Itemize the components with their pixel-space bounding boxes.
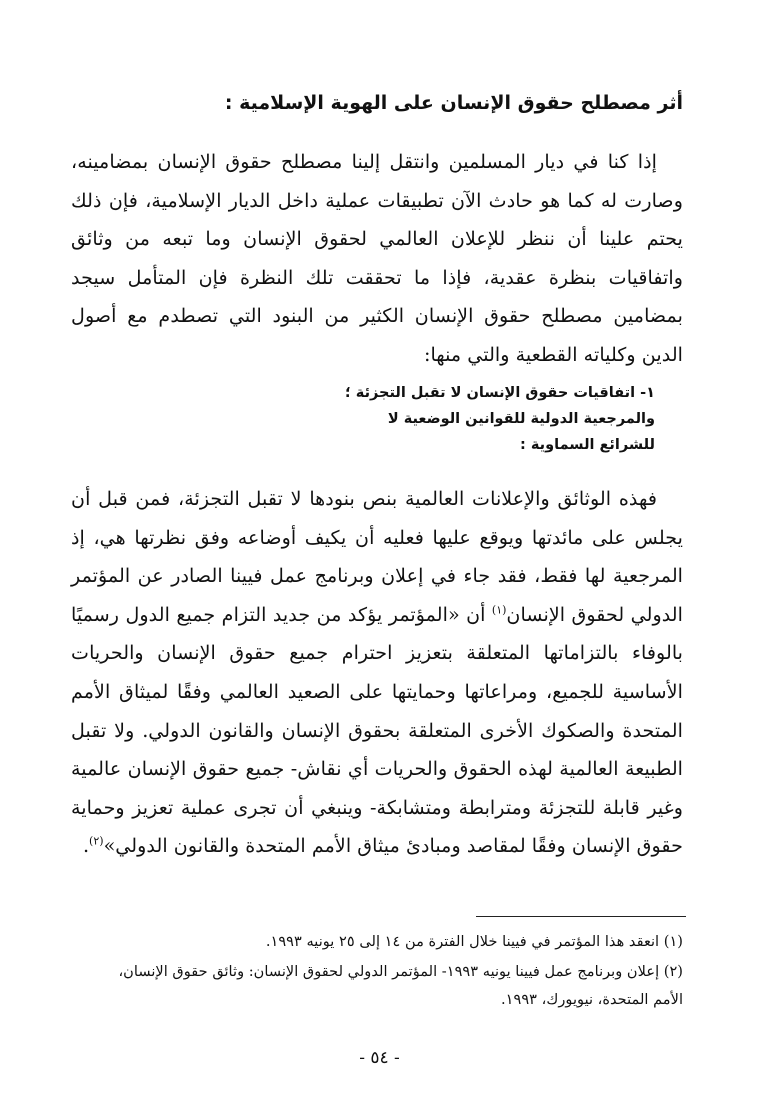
subheading-line-2: والمرجعية الدولية للقوانين الوضعية لا bbox=[387, 411, 655, 427]
section-heading: أثر مصطلح حقوق الإنسان على الهوية الإسلامية : bbox=[224, 92, 683, 114]
body-paragraph-2 bbox=[71, 480, 683, 866]
subheading-line-3: للشرائع السماوية : bbox=[520, 437, 655, 453]
paragraph-2-text-part-2: أن «المؤتمر يؤكد من جديد التزام جميع الدول رسميًا بالوفاء بالتزاماتها المتعلقة بتعزيز احترام جميع حقوق الإنسان والحريات الأساسية للجميع، ومراعاتها وحمايتها على الصعيد العالمي وفقًا لميثاق الأمم المتحدة والصكوك الأخرى المتعلقة بحقوق الإنسان والقانون الدولي. ولا تقبل الطبيعة العالمية لهذه الحقوق والحريات أي نقاش- جميع حقوق الإنسان عالمية وغير قابلة للتجزئة ومترابطة ومتشابكة- وينبغي أن تجرى عملية تعزيز وحماية حقوق الإنسان وفقًا لمقاصد ومبادئ ميثاق الأمم المتحدة والقانون الدولي» bbox=[71, 602, 683, 858]
footnote-2-line-1: (٢) إعلان وبرنامج عمل فيينا يونيه ١٩٩٣- المؤتمر الدولي لحقوق الإنسان: وثائق حقوق الإنسان، bbox=[118, 963, 683, 980]
numbered-subheading bbox=[344, 380, 655, 458]
page-number: - ٥٤ - bbox=[359, 1048, 400, 1068]
paragraph-2-text-part-1: فهذه الوثائق والإعلانات العالمية بنص بنودها لا تقبل التجزئة، فمن قبل أن يجلس على مائدتها ويوقع عليها فعليه أن يكيف أوضاعه وفق نظرتها هي، إذ المرجعية لها فقط، فقد جاء في إعلان وبرنامج عمل فيينا الصادر عن المؤتمر الدولي لحقوق الإنسان bbox=[71, 487, 683, 626]
paragraph-2-text-part-3: . bbox=[82, 834, 90, 858]
footnote-ref-1: (١) bbox=[491, 603, 507, 617]
footnotes bbox=[63, 928, 683, 1016]
body-paragraph-1: إذا كنا في ديار المسلمين وانتقل إلينا مصطلح حقوق الإنسان بمضامينه، وصارت له كما هو حادث الآن تطبيقات عملية داخل الديار الإسلامية، فإن ذلك يحتم علينا أن ننظر للإعلان العالمي لحقوق الإنسان وما تبعه من وثائق واتفاقيات بنظرة عقدية، فإذا ما تحققت تلك النظرة فإن المتأمل سيجد بمضامين مصطلح حقوق الإنسان الكثير من البنود التي تصطدم مع أصول الدين وكلياته القطعية والتي منها: bbox=[71, 150, 683, 366]
footnote-2-line-2: الأمم المتحدة، نيويورك، ١٩٩٣. bbox=[501, 991, 683, 1008]
subheading-line-1: ١- اتفاقيات حقوق الإنسان لا تقبل التجزئة ؛ bbox=[344, 385, 655, 401]
footnote-2 bbox=[63, 958, 683, 1014]
footnote-ref-2: (٢) bbox=[89, 834, 104, 848]
footnote-separator bbox=[476, 916, 686, 917]
footnote-1: (١) انعقد هذا المؤتمر في فيينا خلال الفترة من ١٤ إلى ٢٥ يونيه ١٩٩٣. bbox=[265, 933, 683, 950]
